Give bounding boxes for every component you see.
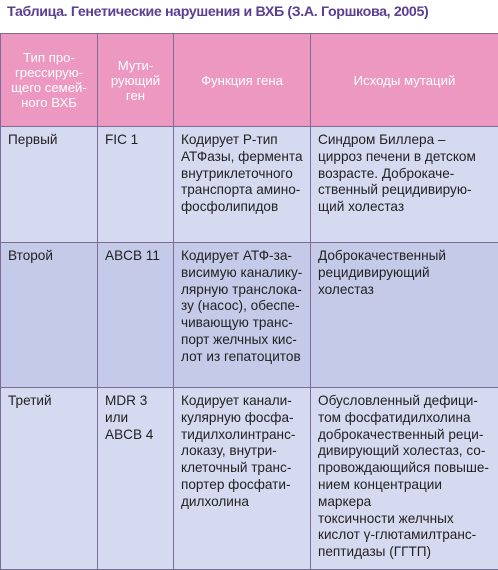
cell-function: Кодирует Р-тип АТФазы, фермента внутриклеточного транспорта амино- фосфолипидов xyxy=(174,127,311,243)
cell-type: Третий xyxy=(1,388,98,570)
header-gene: Мути- рующий ген xyxy=(98,34,174,127)
genetic-disorders-table xyxy=(0,33,498,570)
table-row xyxy=(1,243,498,388)
cell-gene: FIC 1 xyxy=(98,127,174,243)
cell-type: Первый xyxy=(1,127,98,243)
cell-outcome: Синдром Биллера – цирроз печени в детском возрасте. Доброкаче- ственный рецидивирую- щий холестаз xyxy=(311,127,498,243)
cell-outcome: Доброкачественный рецидивирующий холестаз xyxy=(311,243,498,388)
table-title: Таблица. Генетические нарушения и ВХБ (З.А. Горшкова, 2005) xyxy=(7,4,497,20)
table-row xyxy=(1,127,498,243)
cell-type: Второй xyxy=(1,243,98,388)
cell-gene: ABCB 11 xyxy=(98,243,174,388)
table-header-row xyxy=(1,34,498,127)
cell-gene: MDR 3 или ABCB 4 xyxy=(98,388,174,570)
header-function: Функция гена xyxy=(174,34,311,127)
cell-outcome: Обусловленный дефици- том фосфатидилхолина доброкачественный реци- дивирующий холестаз, со- провождающийся повыше- нием концентрации маркера токсичности желчных кислот γ-глютамилтранс- пептидазы (ГГТП) xyxy=(311,388,498,570)
table-row xyxy=(1,388,498,570)
cell-function: Кодирует АТФ-за- висимую каналику- лярную транслока- зу (насос), обеспе- чивающую транс- порт желчных кис- лот из гепатоцитов xyxy=(174,243,311,388)
header-outcome: Исходы мутаций xyxy=(311,34,498,127)
header-type: Тип про- грессирую- щего семей- ного ВХБ xyxy=(1,34,98,127)
cell-function: Кодирует канали- кулярную фосфа- тидилхолинтранс- локазу, внутри- клеточный транс- портер фосфати- дилхолина xyxy=(174,388,311,570)
